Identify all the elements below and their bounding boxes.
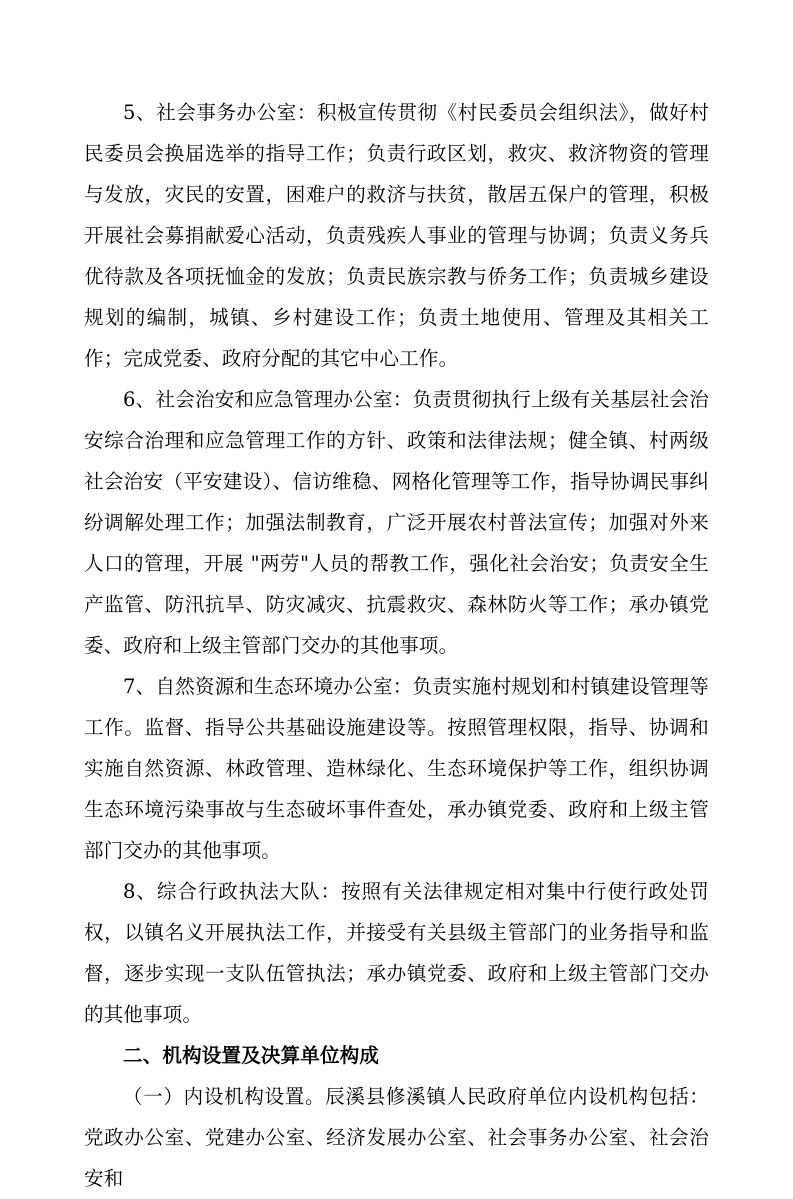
paragraph-item-5: 5、社会事务办公室：积极宣传贯彻《村民委员会组织法》，做好村民委员会换届选举的指导工作；负责行政区划，救灾、救济物资的管理与发放，灾民的安置，困难户的救济与扶贫，散居五保户的管理，积极开展社会募捐献爱心活动，负责残疾人事业的管理与协调；负责义务兵优待款及各项抚恤金的发放；负责民族宗教与侨务工作；负责城乡建设规划的编制，城镇、乡村建设工作；负责土地使用、管理及其相关工作；完成党委、政府分配的其它中心工作。 bbox=[84, 101, 709, 370]
paragraph-item-6: 6、社会治安和应急管理办公室：负责贯彻执行上级有关基层社会治安综合治理和应急管理工作的方针、政策和法律法规；健全镇、村两级社会治安（平安建设）、信访维稳、网格化管理等工作，指导协调民事纠纷调解处理工作；加强法制教育，广泛开展农村普法宣传；加强对外来人口的管理，开展 "两劳"人员的帮教工作，强化社会治安；负责安全生产监管、防汛抗旱、防灾减灾、抗震救灾、森林防火等工作；承办镇党委、政府和上级主管部门交办的其他事项。 bbox=[84, 388, 709, 657]
document-body bbox=[84, 92, 709, 1199]
paragraph-section-2-1: （一）内设机构设置。辰溪县修溪镇人民政府单位内设机构包括：党政办公室、党建办公室、经济发展办公室、社会事务办公室、社会治安和 bbox=[84, 1085, 709, 1190]
paragraph-item-8: 8、综合行政执法大队：按照有关法律规定相对集中行使行政处罚权，以镇名义开展执法工作，并接受有关县级主管部门的业务指导和监督，逐步实现一支队伍管执法；承办镇党委、政府和上级主管部门交办的其他事项。 bbox=[84, 880, 709, 1026]
paragraph-item-7: 7、自然资源和生态环境办公室：负责实施村规划和村镇建设管理等工作。监督、指导公共基础设施建设等。按照管理权限，指导、协调和实施自然资源、林政管理、造林绿化、生态环境保护等工作，组织协调生态环境污染事故与生态破坏事件查处，承办镇党委、政府和上级主管部门交办的其他事项。 bbox=[84, 675, 709, 862]
section-heading-institutional-setup: 二、机构设置及决算单位构成 bbox=[123, 1044, 380, 1067]
